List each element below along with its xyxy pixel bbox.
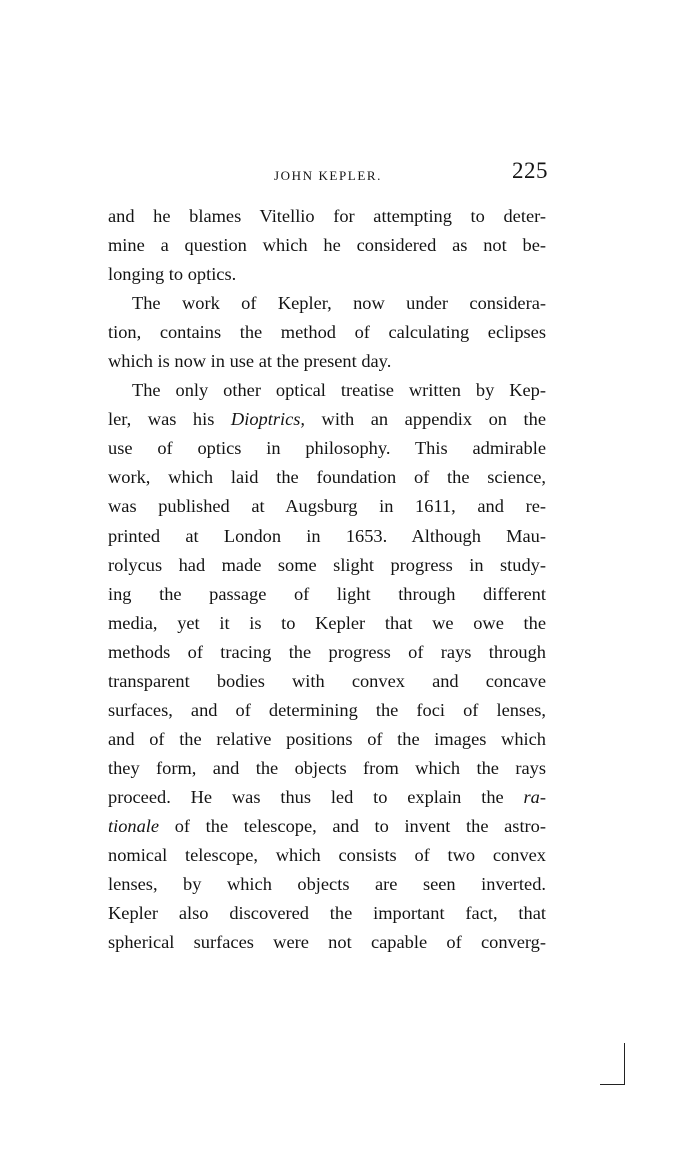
text-line: nomical telescope, which consists of two convex: [108, 845, 546, 866]
italic-word-rationale: ra-: [523, 786, 546, 807]
text-line: ing the passage of light through different: [108, 583, 546, 604]
page-corner-mark: [600, 1043, 625, 1085]
text-line: use of optics in philosophy. This admirable: [108, 438, 546, 459]
text-run: ler, was his: [108, 409, 231, 430]
text-line: methods of tracing the progress of rays through: [108, 641, 546, 662]
text-line: and of the relative positions of the images which: [108, 728, 546, 749]
text-line: spherical surfaces were not capable of converg-: [108, 932, 546, 953]
text-run: proceed. He was thus led to explain the: [108, 786, 524, 807]
text-line: Kepler also discovered the important fact, that: [108, 903, 546, 924]
text-line: which is now in use at the present day.: [108, 351, 392, 372]
text-run: with an appendix on the: [305, 409, 546, 430]
text-line: media, yet it is to Kepler that we owe the: [108, 612, 546, 633]
text-line: [108, 812, 546, 841]
text-line: tion, contains the method of calculating eclipses: [108, 322, 546, 343]
text-line: [108, 783, 546, 812]
text-line: printed at London in 1653. Although Mau-: [108, 525, 546, 546]
page-number: 225: [512, 158, 548, 183]
text-line: surfaces, and of determining the foci of lenses,: [108, 699, 546, 720]
text-line: The only other optical treatise written by Kep-: [132, 380, 546, 401]
text-line: work, which laid the foundation of the science,: [108, 467, 546, 488]
text-line: The work of Kepler, now under considera-: [132, 293, 546, 314]
running-title: JOHN KEPLER.: [273, 168, 383, 183]
text-line: longing to optics.: [108, 264, 237, 285]
text-line: lenses, by which objects are seen inverted.: [108, 874, 546, 895]
text-line: [108, 405, 546, 434]
text-line: and he blames Vitellio for attempting to deter-: [108, 206, 546, 226]
body-text: [108, 202, 546, 957]
text-run: of the telescope, and to invent the astro-: [159, 815, 546, 836]
italic-title-dioptrics: Dioptrics,: [230, 409, 305, 430]
text-line: mine a question which he considered as not be-: [108, 235, 546, 256]
text-line: rolycus had made some slight progress in study-: [108, 554, 546, 575]
text-line: was published at Augsburg in 1611, and re-: [108, 496, 546, 517]
running-head: [108, 158, 548, 192]
text-line: they form, and the objects from which the rays: [108, 757, 546, 778]
text-line: transparent bodies with convex and concave: [108, 670, 546, 691]
italic-word-rationale: tionale: [108, 815, 160, 836]
